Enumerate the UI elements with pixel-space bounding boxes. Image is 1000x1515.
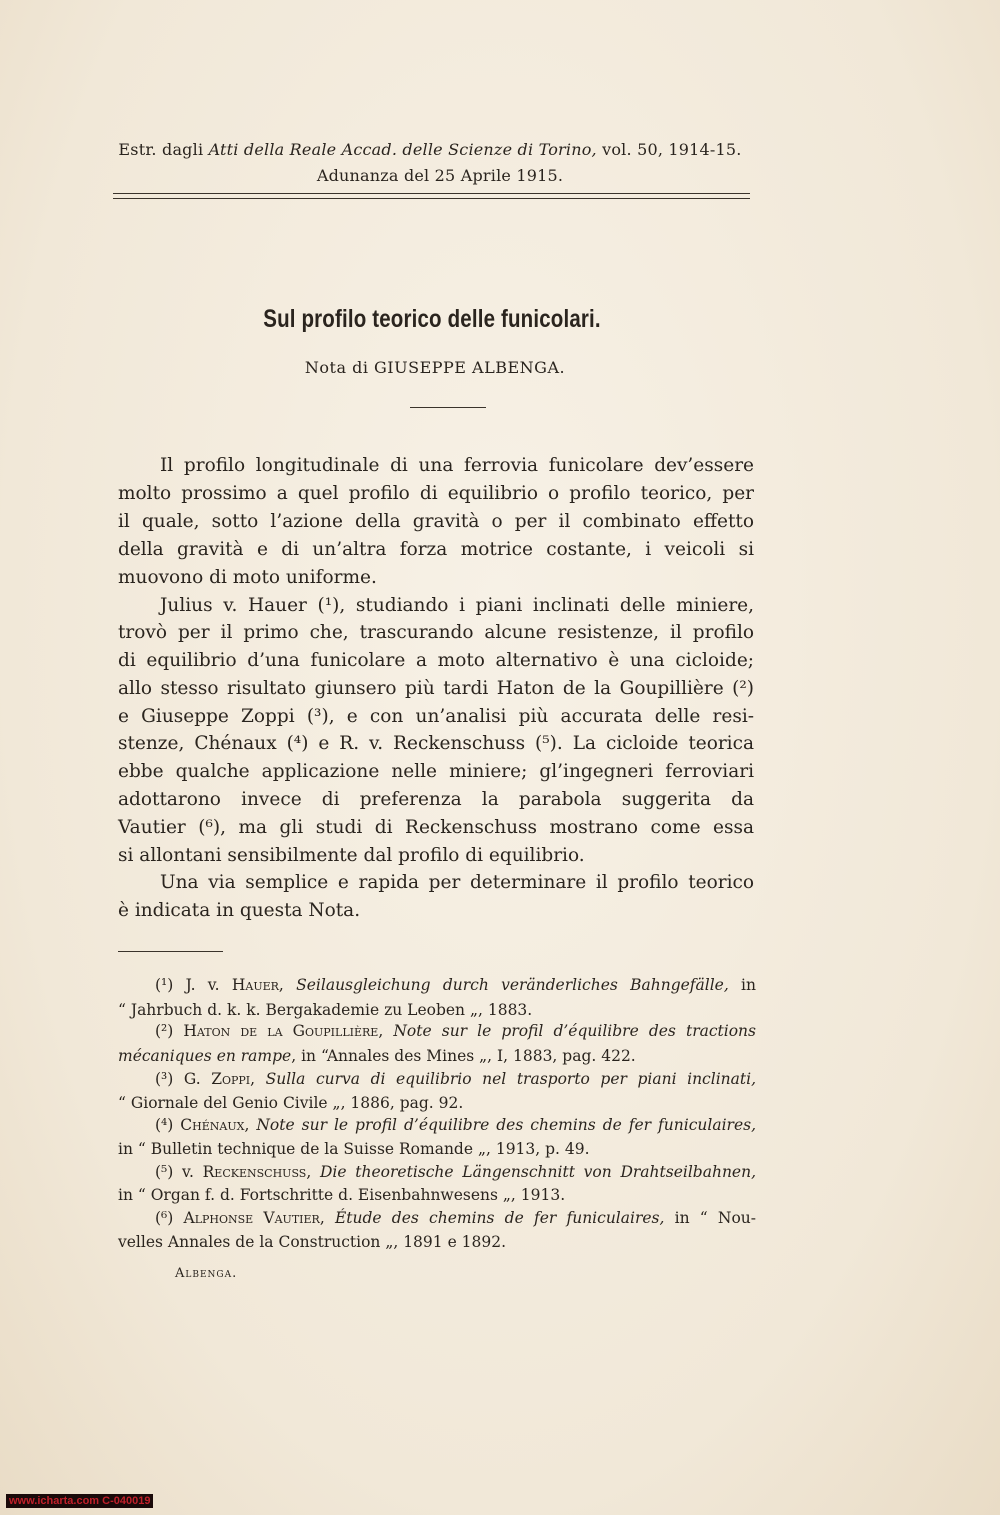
footnote-text: ,	[278, 976, 297, 994]
footnote-text: ,	[244, 1116, 257, 1134]
body-line: Il profilo longitudinale di una ferrovia funicolare dev’essere	[160, 455, 754, 476]
footnote-line	[118, 1093, 756, 1113]
author-signature: Albenga.	[175, 1266, 238, 1281]
footnote-text: in “ Organ f. d. Fortschritte d. Eisenbahnwesens „, 1913.	[118, 1186, 566, 1204]
footnote-author: Zoppi	[211, 1070, 251, 1088]
footnote-author: Reckenschuss	[202, 1163, 307, 1181]
body-line: di equilibrio d’una funicolare a moto alternativo è una cicloide;	[118, 650, 754, 671]
footnote-text: velles Annales de la Construction „, 1891 e 1892.	[118, 1233, 507, 1251]
citation-volume: vol. 50, 1914-15.	[596, 140, 742, 159]
footnote-divider	[118, 951, 223, 952]
footnote-text: (²)	[155, 1022, 184, 1040]
footnote-author: Chénaux	[180, 1116, 245, 1134]
body-line: si allontani sensibilmente dal profilo di equilibrio.	[118, 845, 585, 866]
footnote-work-title: Étude des chemins de fer funiculaires,	[334, 1209, 665, 1227]
footnote-text: (⁵) v.	[155, 1163, 203, 1181]
footnote-text: (⁴)	[155, 1116, 181, 1134]
footnote-text: (⁶)	[155, 1209, 184, 1227]
header-citation	[110, 140, 750, 159]
body-line: muovono di moto uniforme.	[118, 567, 377, 588]
title-divider	[410, 407, 486, 408]
footnote-text: in	[728, 976, 756, 994]
footnote-text: “ Giornale del Genio Civile „, 1886, pag. 92.	[118, 1094, 464, 1112]
footnote-work-title: mécaniques en rampe	[118, 1047, 292, 1065]
footnote-text: (¹) J. v.	[155, 976, 232, 994]
footnote-work-title: Seilausgleichung durch veränderliches Bahngefälle,	[296, 976, 729, 994]
body-line: Una via semplice e rapida per determinare il profilo teorico	[160, 872, 754, 893]
body-line: trovò per il primo che, trascurando alcune resistenze, il profilo	[118, 622, 754, 643]
footnote-text: ,	[250, 1070, 266, 1088]
footnote-line	[155, 975, 756, 995]
footnote-author: Hauer	[231, 976, 279, 994]
footnote-line	[155, 1069, 756, 1089]
footnote-line	[118, 1185, 756, 1205]
body-line: molto prossimo a quel profilo di equilibrio o profilo teorico, per	[118, 483, 754, 504]
author-byline: Nota di GIUSEPPE ALBENGA.	[304, 358, 566, 377]
footnote-line	[155, 1115, 756, 1135]
page-title: Sul profilo teorico delle funicolari.	[263, 305, 601, 333]
footnote-line	[118, 1232, 756, 1252]
header-session-date: Adunanza del 25 Aprile 1915.	[316, 166, 564, 185]
footnote-text: in “ Nou-	[664, 1209, 757, 1227]
header-rule	[113, 198, 750, 199]
citation-journal: Atti della Reale Accad. delle Scienze di Torino,	[208, 140, 597, 159]
footnote-work-title: Sulla curva di equilibrio nel trasporto per piani inclinati,	[265, 1070, 756, 1088]
footnote-text: ,	[306, 1163, 320, 1181]
citation-prefix: Estr. dagli	[118, 140, 209, 159]
footnote-author: Haton de la Goupillière	[183, 1022, 379, 1040]
footnote-line	[155, 1208, 756, 1228]
body-line: allo stesso risultato giunsero più tardi Haton de la Goupillière (²)	[118, 678, 754, 699]
body-line: è indicata in questa Nota.	[118, 900, 361, 921]
footnote-author: Alphonse Vautier	[183, 1209, 320, 1227]
footnote-work-title: Note sur le profil d’équilibre des tractions	[393, 1022, 756, 1040]
body-line: stenze, Chénaux (⁴) e R. v. Reckenschuss (⁵). La cicloide teorica	[118, 733, 754, 754]
footnote-text: (³) G.	[155, 1070, 212, 1088]
watermark-label: www.icharta.com C-040019	[6, 1494, 153, 1508]
footnote-line	[155, 1162, 756, 1182]
footnote-text: in “ Bulletin technique de la Suisse Romande „, 1913, p. 49.	[118, 1140, 590, 1158]
body-line: il quale, sotto l’azione della gravità o per il combinato effetto	[118, 511, 754, 532]
footnote-line	[118, 1139, 756, 1159]
footnote-work-title: Die theoretische Längenschnitt von Drahtseilbahnen,	[320, 1163, 757, 1181]
body-line: Vautier (⁶), ma gli studi di Reckenschuss mostrano come essa	[118, 817, 754, 838]
footnote-text: , in “Annales des Mines „, I, 1883, pag. 422.	[291, 1047, 636, 1065]
body-line: della gravità e di un’altra forza motrice costante, i veicoli si	[118, 539, 754, 560]
footnote-line	[155, 1021, 756, 1041]
body-line: ebbe qualche applicazione nelle miniere; gl’ingegneri ferroviari	[118, 761, 754, 782]
footnote-line	[118, 1000, 756, 1020]
footnote-line	[118, 1046, 756, 1066]
body-line: adottarono invece di preferenza la parabola suggerita da	[118, 789, 754, 810]
footnote-work-title: Note sur le profil d’équilibre des chemins de fer funiculaires,	[256, 1116, 756, 1134]
body-line: e Giuseppe Zoppi (³), e con un’analisi più accurata delle resi-	[118, 706, 754, 727]
body-line: Julius v. Hauer (¹), studiando i piani inclinati delle miniere,	[160, 595, 754, 616]
footnote-text: “ Jahrbuch d. k. k. Bergakademie zu Leoben „, 1883.	[118, 1001, 533, 1019]
footnote-text: ,	[319, 1209, 335, 1227]
header-rule	[113, 193, 750, 194]
footnote-text: ,	[378, 1022, 394, 1040]
